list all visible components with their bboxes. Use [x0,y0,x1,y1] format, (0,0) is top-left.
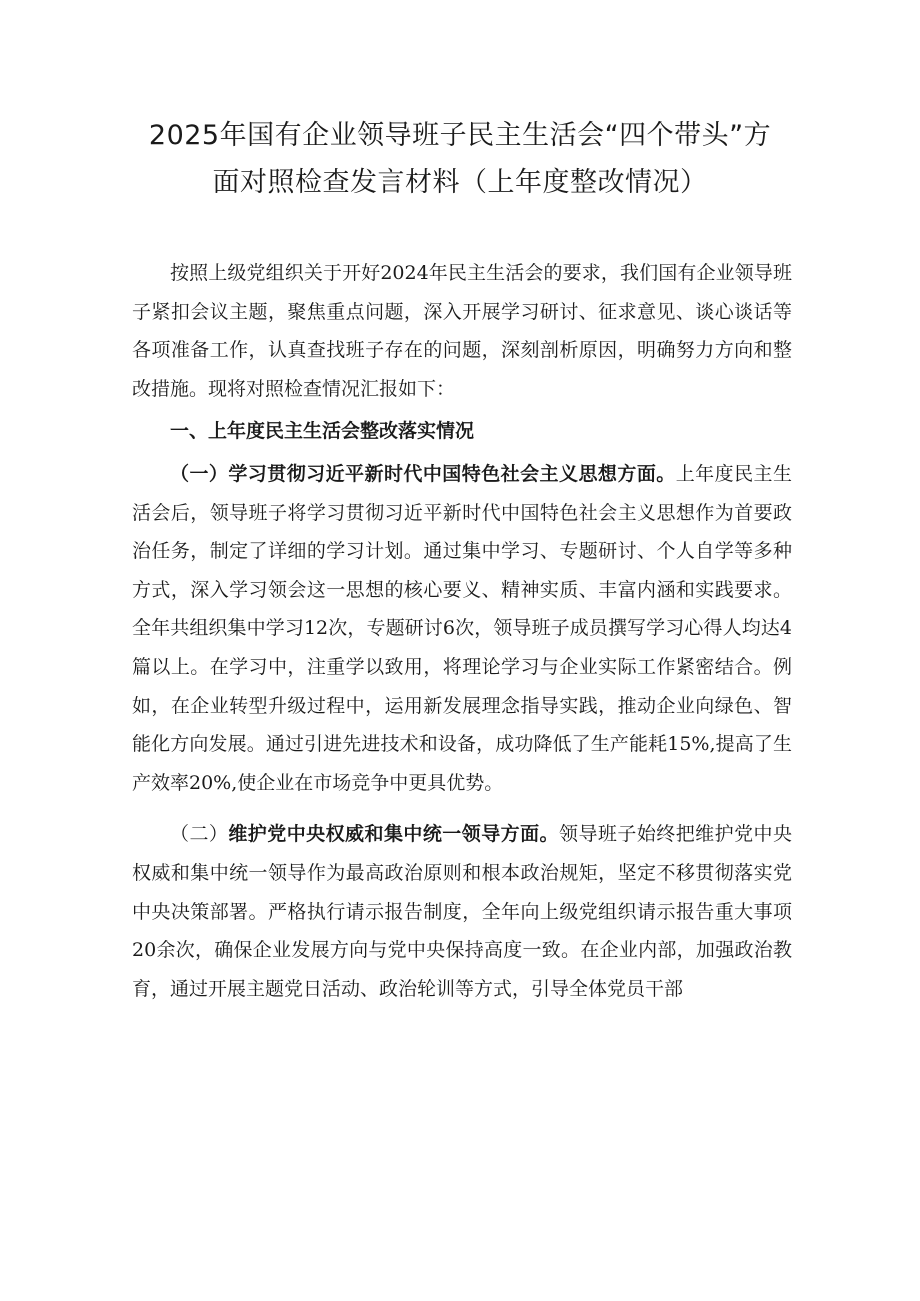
item-2-lead: 维护党中央权威和集中统一领导方面。 [228,823,560,846]
item-2-prefix: （二） [170,823,229,846]
item-1-paragraph [132,455,792,802]
item-1-lead: （一）学习贯彻习近平新时代中国特色社会主义思想方面。 [170,462,676,485]
item-2-text: 领导班子始终把维护党中央权威和集中统一领导作为最高政治原则和根本政治规矩，坚定不移贯彻落实党中央决策部署。严格执行请示报告制度，全年向上级党组织请示报告重大事项20余次，确保企业发展方向与党中央保持高度一致。在企业内部，加强政治教育，通过开展主题党日活动、政治轮训等方式，引导全体党员干部 [132,823,792,1000]
document-body [132,254,792,1008]
item-2-paragraph [132,815,792,1008]
section-heading-1: 一、上年度民主生活会整改落实情况 [170,420,475,443]
title-line-1: 2025年国有企业领导班子民主生活会“四个带头”方 [148,120,772,151]
title-line-2: 面对照检查发言材料（上年度整改情况） [212,167,708,198]
document-title [130,112,790,206]
intro-paragraph: 按照上级党组织关于开好2024年民主生活会的要求，我们国有企业领导班子紧扣会议主题，聚焦重点问题，深入开展学习研讨、征求意见、谈心谈话等各项准备工作，认真查找班子存在的问题，深刻剖析原因，明确努力方向和整改措施。现将对照检查情况汇报如下： [132,262,792,400]
item-1-text: 上年度民主生活会后，领导班子将学习贯彻习近平新时代中国特色社会主义思想作为首要政治任务，制定了详细的学习计划。通过集中学习、专题研讨、个人自学等多种方式，深入学习领会这一思想的核心要义、精神实质、丰富内涵和实践要求。全年共组织集中学习12次，专题研讨6次，领导班子成员撰写学习心得人均达4篇以上。在学习中，注重学以致用，将理论学习与企业实际工作紧密结合。例如，在企业转型升级过程中，运用新发展理念指导实践，推动企业向绿色、智能化方向发展。通过引进先进技术和设备，成功降低了生产能耗15%,提高了生产效率20%,使企业在市场竞争中更具优势。 [132,462,792,794]
